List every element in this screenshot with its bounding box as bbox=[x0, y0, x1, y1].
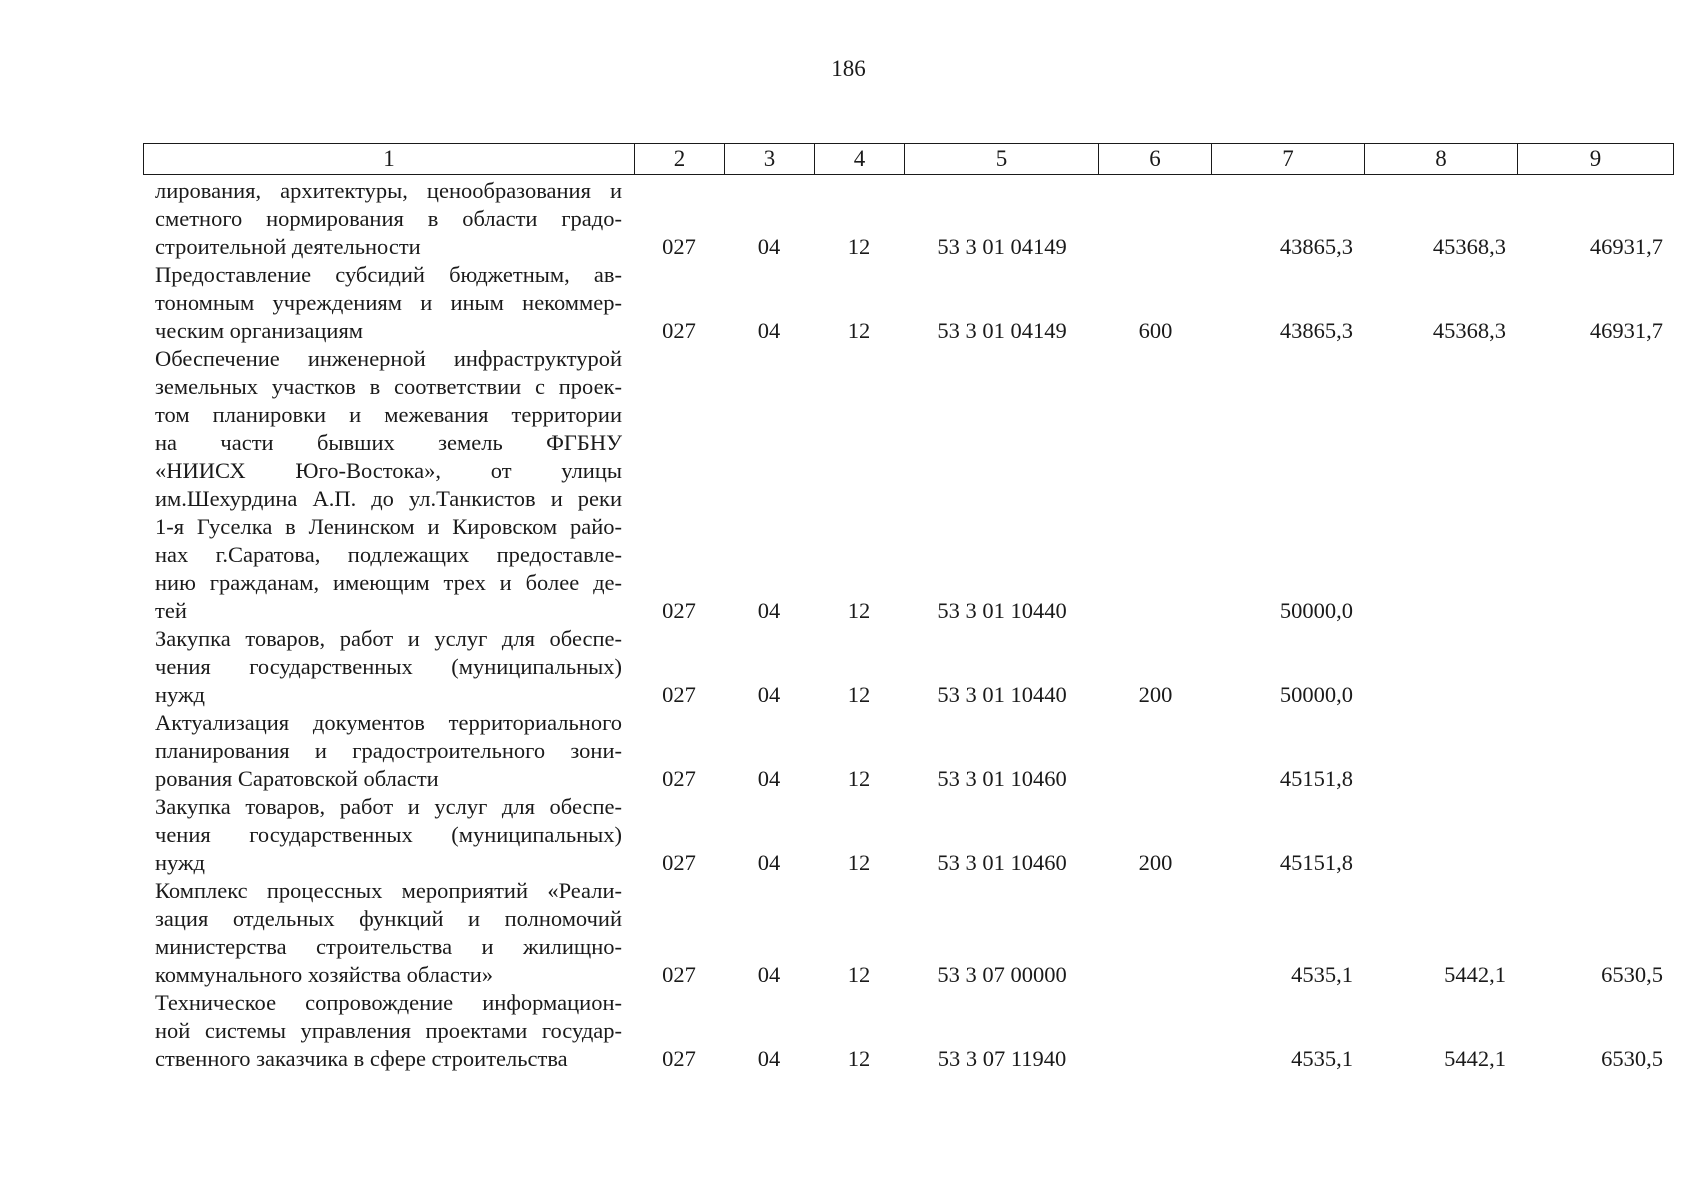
cell-col-5: 53 3 01 10440 bbox=[937, 598, 1067, 623]
description-line: земельных участков в соответствии с проек- bbox=[155, 374, 622, 399]
cell-col-4: 12 bbox=[847, 766, 871, 791]
cell-col-3: 04 bbox=[757, 318, 781, 343]
cell-col-3: 04 bbox=[757, 598, 781, 623]
cell-col-2: 027 bbox=[662, 682, 696, 707]
cell-col-5: 53 3 01 10460 bbox=[937, 766, 1067, 791]
header-col-7: 7 bbox=[1212, 144, 1365, 175]
table-row bbox=[0, 989, 1697, 1073]
description-line: Комплекс процессных мероприятий «Реали- bbox=[155, 878, 622, 903]
description-line: тей bbox=[155, 598, 187, 623]
cell-col-8: 45368,3 bbox=[1432, 318, 1506, 343]
description-line: ственного заказчика в сфере строительства bbox=[155, 1046, 568, 1071]
cell-col-7: 45151,8 bbox=[1279, 850, 1353, 875]
description-line: лирования, архитектуры, ценообразования и bbox=[155, 178, 622, 203]
table-row bbox=[0, 625, 1697, 709]
cell-col-8: 45368,3 bbox=[1432, 234, 1506, 259]
description-line: 1-я Гуселка в Ленинском и Кировском райо- bbox=[155, 514, 622, 539]
cell-col-4: 12 bbox=[847, 234, 871, 259]
cell-col-5: 53 3 07 00000 bbox=[937, 962, 1067, 987]
row-description bbox=[155, 261, 622, 345]
description-line: тономным учреждениям и иным некоммер- bbox=[155, 290, 622, 315]
row-description bbox=[155, 177, 622, 261]
description-line: сметного нормирования в области градо- bbox=[155, 206, 622, 231]
description-line: коммунального хозяйства области» bbox=[155, 962, 494, 987]
row-description bbox=[155, 877, 622, 989]
description-line: Предоставление субсидий бюджетным, ав- bbox=[155, 262, 622, 287]
table-row bbox=[0, 345, 1697, 625]
cell-col-3: 04 bbox=[757, 850, 781, 875]
cell-col-2: 027 bbox=[662, 1046, 696, 1071]
cell-col-2: 027 bbox=[662, 766, 696, 791]
cell-col-4: 12 bbox=[847, 682, 871, 707]
cell-col-8: 5442,1 bbox=[1444, 1046, 1506, 1071]
row-description bbox=[155, 793, 622, 877]
cell-col-4: 12 bbox=[847, 1046, 871, 1071]
header-col-3: 3 bbox=[725, 144, 815, 175]
header-col-8: 8 bbox=[1365, 144, 1518, 175]
description-line: строительной деятельности bbox=[155, 234, 421, 259]
row-description bbox=[155, 345, 622, 625]
cell-col-7: 50000,0 bbox=[1279, 598, 1353, 623]
description-line: Обеспечение инженерной инфраструктурой bbox=[155, 346, 622, 371]
cell-col-6: 200 bbox=[1138, 682, 1173, 707]
cell-col-5: 53 3 01 04149 bbox=[937, 234, 1067, 259]
cell-col-5: 53 3 01 04149 bbox=[937, 318, 1067, 343]
cell-col-7: 43865,3 bbox=[1279, 234, 1353, 259]
description-line: планирования и градостроительного зони- bbox=[155, 738, 622, 763]
description-line: нужд bbox=[155, 850, 205, 875]
cell-col-9: 6530,5 bbox=[1601, 962, 1663, 987]
description-line: Техническое сопровождение информацион- bbox=[155, 990, 622, 1015]
table-row bbox=[0, 261, 1697, 345]
cell-col-7: 4535,1 bbox=[1291, 962, 1353, 987]
cell-col-2: 027 bbox=[662, 598, 696, 623]
header-col-1: 1 bbox=[144, 144, 635, 175]
cell-col-5: 53 3 07 11940 bbox=[937, 1046, 1067, 1071]
header-col-9: 9 bbox=[1518, 144, 1674, 175]
cell-col-6: 600 bbox=[1138, 318, 1173, 343]
cell-col-7: 4535,1 bbox=[1291, 1046, 1353, 1071]
table-row bbox=[0, 709, 1697, 793]
description-line: рования Саратовской области bbox=[155, 766, 439, 791]
cell-col-3: 04 bbox=[757, 962, 781, 987]
cell-col-3: 04 bbox=[757, 234, 781, 259]
table-row bbox=[0, 793, 1697, 877]
cell-col-7: 50000,0 bbox=[1279, 682, 1353, 707]
description-line: чения государственных (муниципальных) bbox=[155, 822, 622, 847]
row-description bbox=[155, 625, 622, 709]
description-line: зация отдельных функций и полномочий bbox=[155, 906, 622, 931]
cell-col-2: 027 bbox=[662, 318, 696, 343]
description-line: Закупка товаров, работ и услуг для обеспе- bbox=[155, 794, 622, 819]
cell-col-9: 46931,7 bbox=[1589, 318, 1663, 343]
header-col-5: 5 bbox=[905, 144, 1099, 175]
cell-col-2: 027 bbox=[662, 850, 696, 875]
description-line: ческим организациям bbox=[155, 318, 364, 343]
cell-col-9: 6530,5 bbox=[1601, 1046, 1663, 1071]
cell-col-3: 04 bbox=[757, 766, 781, 791]
description-line: Актуализация документов территориального bbox=[155, 710, 622, 735]
cell-col-4: 12 bbox=[847, 962, 871, 987]
cell-col-3: 04 bbox=[757, 682, 781, 707]
header-col-4: 4 bbox=[815, 144, 905, 175]
description-line: на части бывших земель ФГБНУ bbox=[155, 430, 622, 455]
description-line: нужд bbox=[155, 682, 205, 707]
cell-col-4: 12 bbox=[847, 850, 871, 875]
description-line: им.Шехурдина А.П. до ул.Танкистов и реки bbox=[155, 486, 622, 511]
cell-col-7: 43865,3 bbox=[1279, 318, 1353, 343]
description-line: Закупка товаров, работ и услуг для обеспе- bbox=[155, 626, 622, 651]
cell-col-2: 027 bbox=[662, 234, 696, 259]
row-description bbox=[155, 989, 622, 1073]
description-line: чения государственных (муниципальных) bbox=[155, 654, 622, 679]
row-description bbox=[155, 709, 622, 793]
description-line: министерства строительства и жилищно- bbox=[155, 934, 622, 959]
description-line: ной системы управления проектами государ- bbox=[155, 1018, 622, 1043]
cell-col-5: 53 3 01 10440 bbox=[937, 682, 1067, 707]
description-line: нах г.Саратова, подлежащих предоставле- bbox=[155, 542, 622, 567]
cell-col-4: 12 bbox=[847, 318, 871, 343]
description-line: том планировки и межевания территории bbox=[155, 402, 622, 427]
cell-col-3: 04 bbox=[757, 1046, 781, 1071]
cell-col-6: 200 bbox=[1138, 850, 1173, 875]
cell-col-8: 5442,1 bbox=[1444, 962, 1506, 987]
cell-col-4: 12 bbox=[847, 598, 871, 623]
description-line: нию гражданам, имеющим трех и более де- bbox=[155, 570, 622, 595]
cell-col-7: 45151,8 bbox=[1279, 766, 1353, 791]
description-line: «НИИСХ Юго-Востока», от улицы bbox=[155, 458, 622, 483]
table-row bbox=[0, 877, 1697, 989]
page-number: 186 bbox=[831, 56, 866, 81]
table-row bbox=[0, 177, 1697, 261]
header-col-6: 6 bbox=[1099, 144, 1212, 175]
cell-col-2: 027 bbox=[662, 962, 696, 987]
cell-col-5: 53 3 01 10460 bbox=[937, 850, 1067, 875]
cell-col-9: 46931,7 bbox=[1589, 234, 1663, 259]
header-col-2: 2 bbox=[635, 144, 725, 175]
